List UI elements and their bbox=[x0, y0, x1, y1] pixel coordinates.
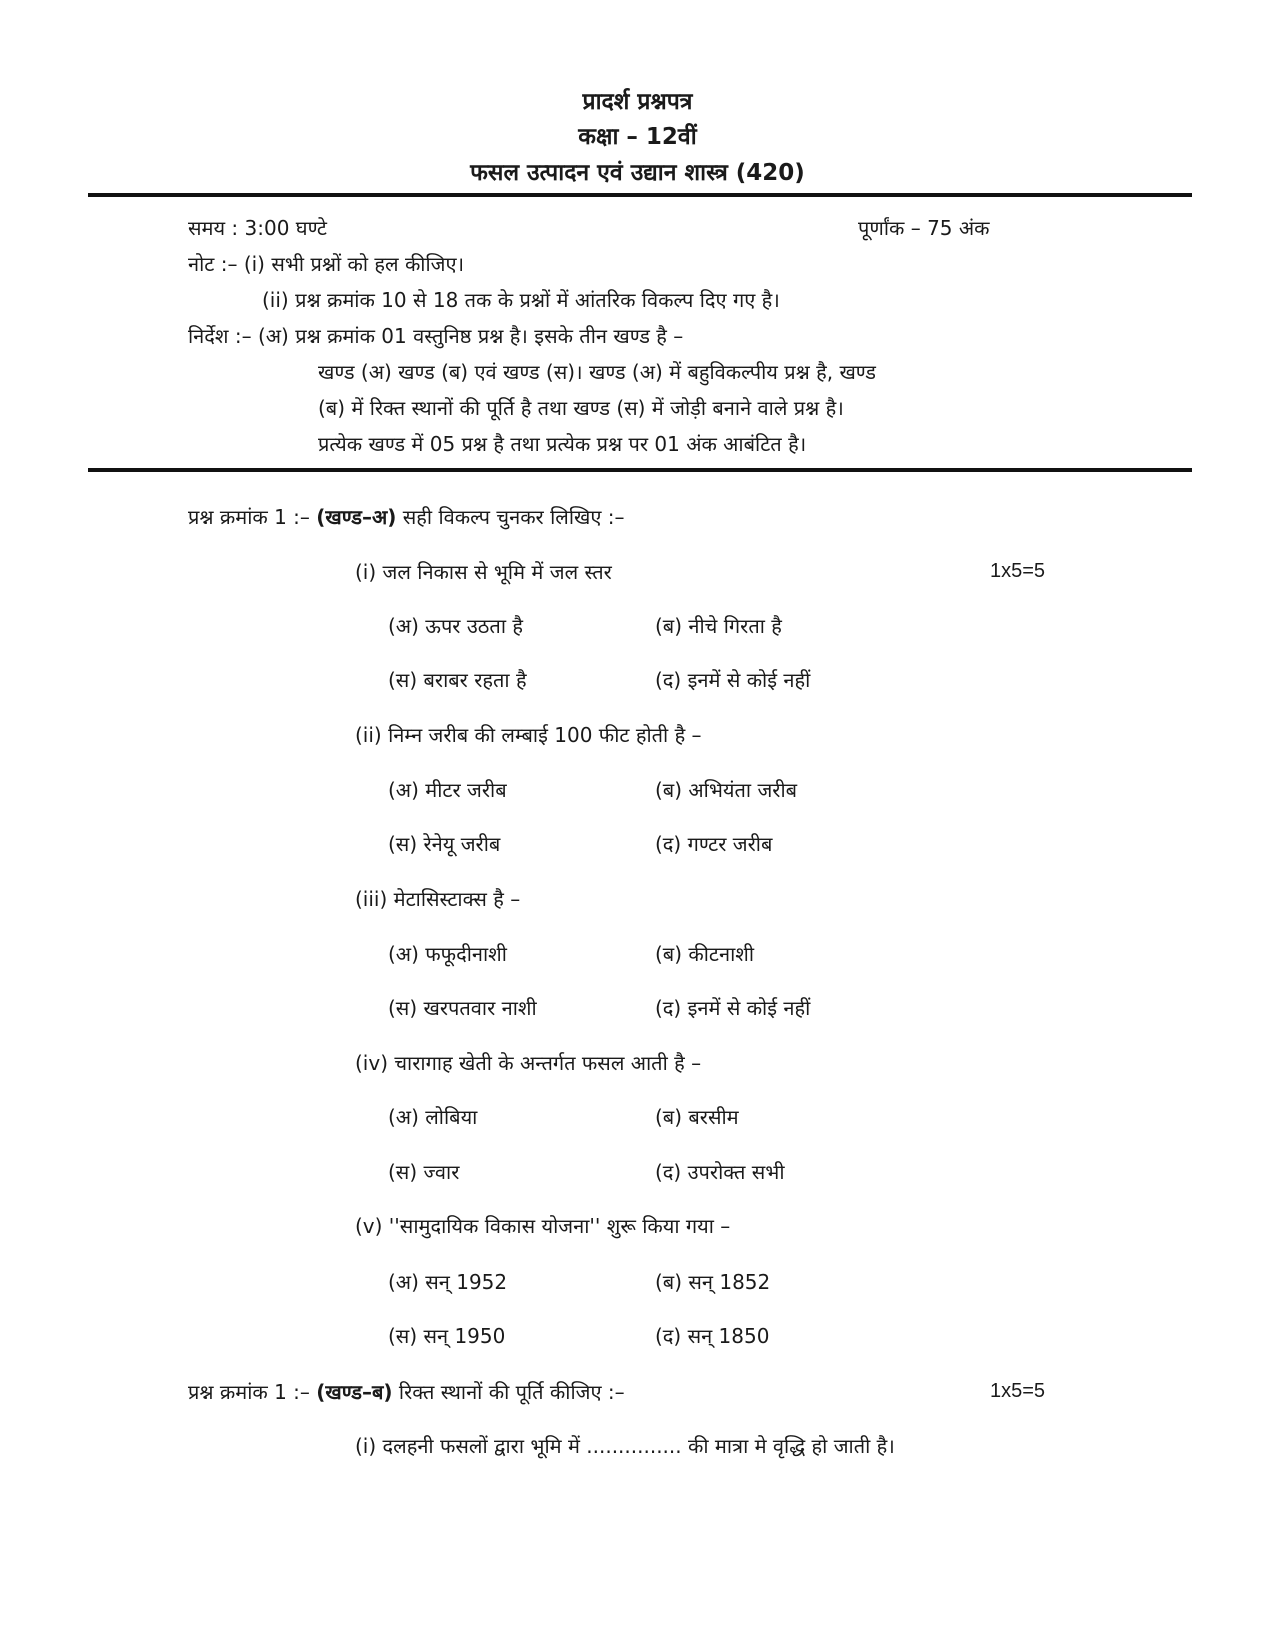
q1-option-b: (ब) नीचे गिरता है bbox=[655, 614, 782, 638]
question-2: (ii) निम्न जरीब की लम्बाई 100 फीट होती है – bbox=[355, 723, 702, 747]
q4-option-b: (ब) बरसीम bbox=[655, 1105, 739, 1129]
question-4: (iv) चारागाह खेती के अन्तर्गत फसल आती है – bbox=[355, 1051, 702, 1075]
q4-option-a: (अ) लोबिया bbox=[388, 1105, 478, 1129]
section-a-marks: 1x5=5 bbox=[990, 560, 1046, 582]
paper-title: प्रादर्श प्रश्नपत्र bbox=[582, 89, 693, 115]
class-title: कक्षा – 12वीं bbox=[578, 124, 697, 150]
q1-option-c: (स) बराबर रहता है bbox=[388, 668, 527, 692]
q1-option-a: (अ) ऊपर उठता है bbox=[388, 614, 523, 638]
direction-2: खण्ड (अ) खण्ड (ब) एवं खण्ड (स)। खण्ड (अ) में बहुविकल्पीय प्रश्न है, खण्ड bbox=[318, 360, 877, 384]
section-a-instruction: सही विकल्प चुनकर लिखिए :– bbox=[402, 505, 625, 529]
q5-option-b: (ब) सन् 1852 bbox=[655, 1270, 771, 1294]
direction-4: प्रत्येक खण्ड में 05 प्रश्न है तथा प्रत्येक प्रश्न पर 01 अंक आबंटित है। bbox=[318, 432, 807, 456]
q2-option-a: (अ) मीटर जरीब bbox=[388, 778, 507, 802]
divider-bottom bbox=[88, 468, 1192, 472]
q3-option-a: (अ) फफूदीनाशी bbox=[388, 942, 507, 966]
q1-option-d: (द) इनमें से कोई नहीं bbox=[655, 668, 811, 692]
direction-3: (ब) में रिक्त स्थानों की पूर्ति है तथा खण्ड (स) में जोड़ी बनाने वाले प्रश्न है। bbox=[318, 396, 844, 420]
q3-option-c: (स) खरपतवार नाशी bbox=[388, 996, 537, 1020]
section-a-label: (खण्ड–अ) bbox=[316, 505, 397, 529]
question-1: (i) जल निकास से भूमि में जल स्तर bbox=[355, 560, 612, 584]
note-2: (ii) प्रश्न क्रमांक 10 से 18 तक के प्रश्नों में आंतरिक विकल्प दिए गए है। bbox=[262, 288, 780, 312]
section-b-instruction: रिक्त स्थानों की पूर्ति कीजिए :– bbox=[398, 1380, 625, 1404]
q3-option-b: (ब) कीटनाशी bbox=[655, 942, 755, 966]
direction-1: निर्देश :– (अ) प्रश्न क्रमांक 01 वस्तुनिष्ठ प्रश्न है। इसके तीन खण्ड है – bbox=[188, 324, 684, 348]
section-b-heading bbox=[188, 1378, 625, 1405]
q4-option-c: (स) ज्वार bbox=[388, 1160, 460, 1184]
q3-option-d: (द) इनमें से कोई नहीं bbox=[655, 996, 811, 1020]
q5-option-c: (स) सन् 1950 bbox=[388, 1324, 506, 1348]
total-marks-label: पूर्णांक – 75 अंक bbox=[858, 216, 990, 240]
section-b-marks: 1x5=5 bbox=[990, 1380, 1046, 1402]
q5-option-d: (द) सन् 1850 bbox=[655, 1324, 770, 1348]
q2-option-d: (द) गण्टर जरीब bbox=[655, 832, 773, 856]
section-a-prefix: प्रश्न क्रमांक 1 :– bbox=[188, 505, 310, 529]
section-b-question-1: (i) दलहनी फसलों द्वारा भूमि में ............... की मात्रा मे वृद्धि हो जाती है। bbox=[355, 1434, 895, 1458]
q4-option-d: (द) उपरोक्त सभी bbox=[655, 1160, 785, 1184]
time-label: समय : 3:00 घण्टे bbox=[188, 216, 327, 240]
q2-option-c: (स) रेनेयू जरीब bbox=[388, 832, 501, 856]
q5-option-a: (अ) सन् 1952 bbox=[388, 1270, 508, 1294]
q2-option-b: (ब) अभियंता जरीब bbox=[655, 778, 798, 802]
section-b-prefix: प्रश्न क्रमांक 1 :– bbox=[188, 1380, 310, 1404]
question-5: (v) ''सामुदायिक विकास योजना'' शुरू किया गया – bbox=[355, 1214, 731, 1238]
section-a-heading bbox=[188, 503, 625, 530]
question-3: (iii) मेटासिस्टाक्स है – bbox=[355, 887, 521, 911]
section-b-label: (खण्ड–ब) bbox=[316, 1380, 393, 1404]
subject-title: फसल उत्पादन एवं उद्यान शास्त्र (420) bbox=[470, 160, 805, 186]
divider-top bbox=[88, 193, 1192, 197]
note-1: नोट :– (i) सभी प्रश्नों को हल कीजिए। bbox=[188, 252, 465, 276]
